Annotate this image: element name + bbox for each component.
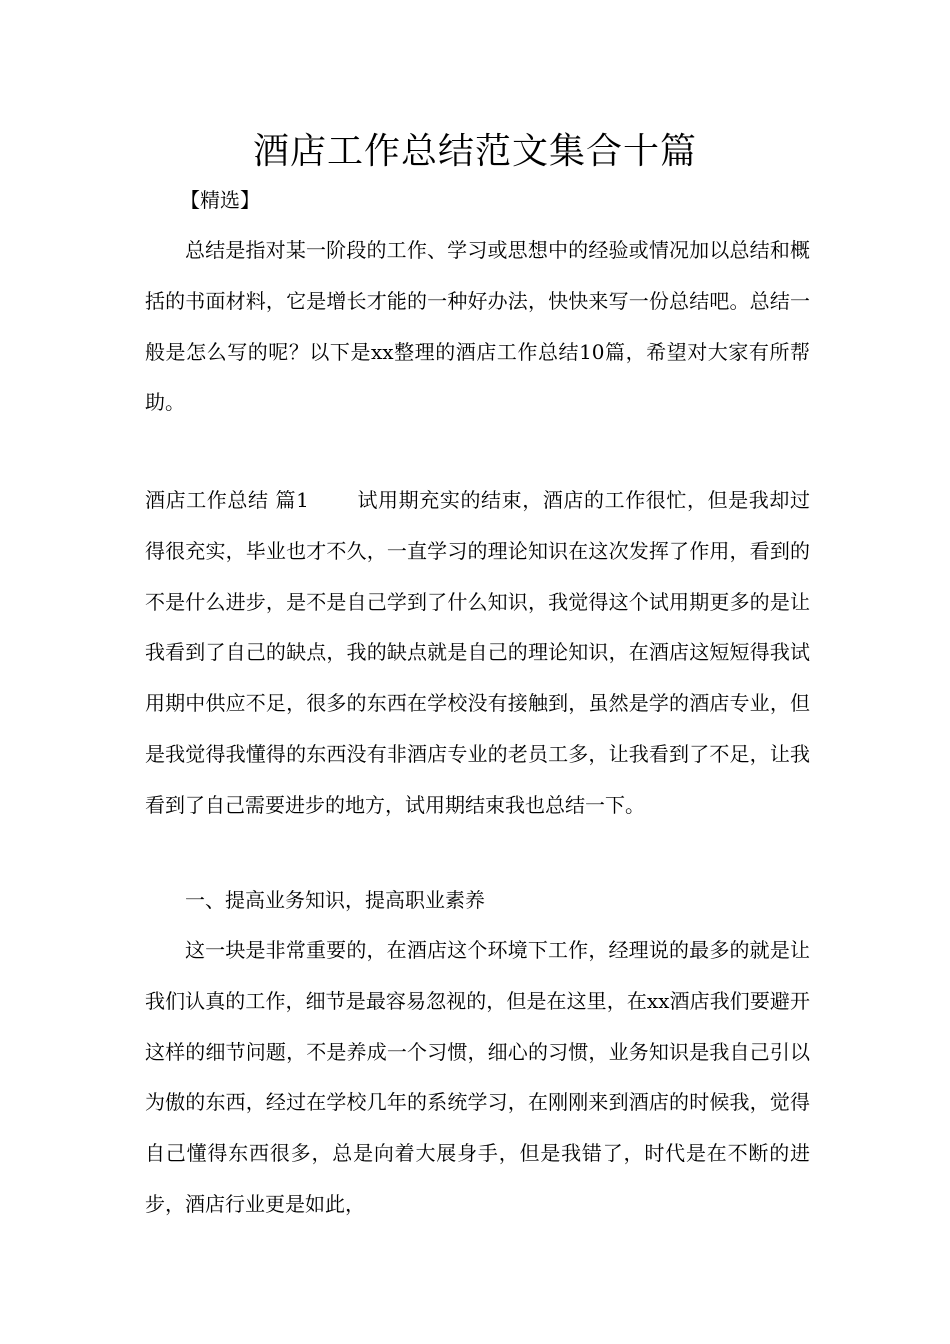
selected-tag: 【精选】 [180, 188, 260, 212]
section-1-paragraph [145, 475, 810, 831]
section-1-label: 酒店工作总结 篇1 [145, 488, 309, 512]
document-title: 酒店工作总结范文集合十篇 [252, 131, 697, 172]
section-heading-1: 一、提高业务知识，提高职业素养 [185, 888, 485, 912]
section-1-paragraph-2: 这一块是非常重要的，在酒店这个环境下工作，经理说的最多的就是让我们认真的工作，细节是最容易忽视的，但是在这里，在xx酒店我们要避开这样的细节问题，不是养成一个习惯，细心的习惯，业务知识是我自己引以为傲的东西，经过在学校几年的系统学习，在刚刚来到酒店的时候我，觉得自己懂得东西很多，总是向着大展身手，但是我错了，时代是在不断的进步，酒店行业更是如此， [145, 938, 810, 1216]
intro-paragraph: 总结是指对某一阶段的工作、学习或思想中的经验或情况加以总结和概括的书面材料，它是增长才能的一种好办法，快快来写一份总结吧。总结一般是怎么写的呢？以下是xx整理的酒店工作总结10篇，希望对大家有所帮助。 [145, 238, 810, 415]
section-1-text: 试用期充实的结束，酒店的工作很忙，但是我却过得很充实，毕业也才不久，一直学习的理论知识在这次发挥了作用，看到的不是什么进步，是不是自己学到了什么知识，我觉得这个试用期更多的是让我看到了自己的缺点，我的缺点就是自己的理论知识，在酒店这短短得我试用期中供应不足，很多的东西在学校没有接触到，虽然是学的酒店专业，但是我觉得我懂得的东西没有非酒店专业的老员工多，让我看到了不足，让我看到了自己需要进步的地方，试用期结束我也总结一下。 [145, 488, 810, 817]
